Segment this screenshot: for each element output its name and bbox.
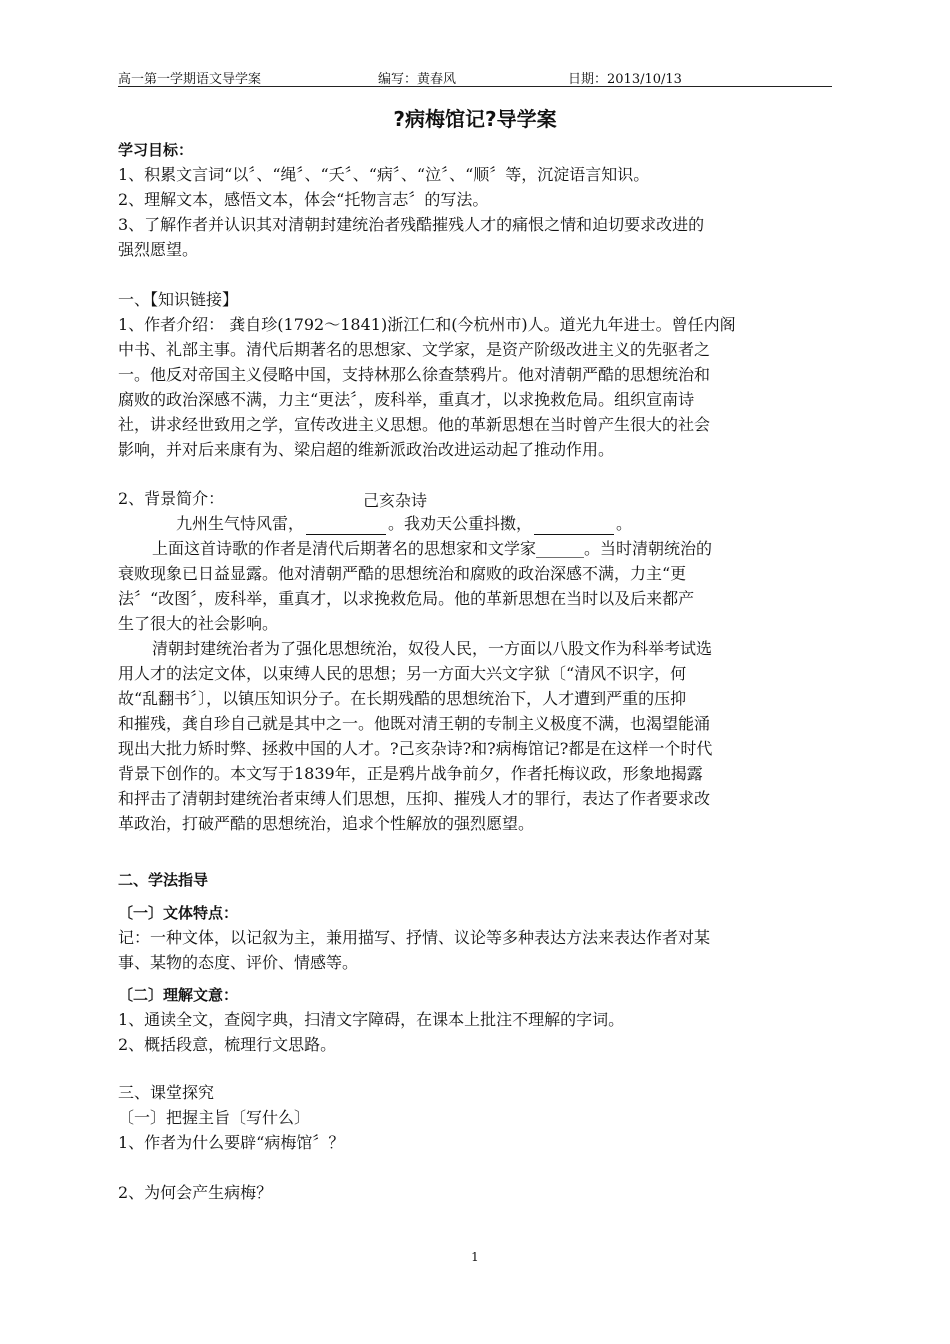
background-label: 2、背景简介：	[118, 489, 225, 508]
background-para-line: 法〞“改图〞，废科举，重真才，以求挽救危局。他的革新思想在当时以及后来都产	[118, 589, 695, 608]
objective-item: 1、积累文言词“以〞、“绳〞、“夭〞、“病〞、“泣〞、“顺〞等，沉淀语言知识。	[118, 165, 650, 184]
meaning-heading: 〔二〕理解文意：	[118, 986, 239, 1004]
header-author: 编写：黄春风	[378, 72, 457, 87]
background-para-line: 衰败现象已日益显露。他对清朝严酷的思想统治和腐败的政治深感不满，力主“更	[118, 564, 687, 583]
fill-blank[interactable]	[306, 518, 386, 535]
poem-line	[176, 513, 896, 535]
author-intro-line: 1、作者介绍： 龚自珍(1792～1841)浙江仁和(今杭州市)人。道光九年进士。曾任内阁	[118, 315, 736, 334]
section2-heading: 二、学法指导	[118, 871, 209, 889]
background-para-line: 和抨击了清朝封建统治者束缚人们思想，压抑、摧残人才的罪行，表达了作者要求改	[118, 789, 711, 808]
poem-title: 己亥杂诗	[363, 491, 428, 510]
theme-heading: 〔一〕把握主旨〔写什么〕	[118, 1108, 311, 1127]
background-para-line: 背景下创作的。本文写于1839年，正是鸦片战争前夕，作者托梅议政，形象地揭露	[118, 764, 703, 783]
background-para-line: 用人才的法定文体，以束缚人民的思想；另一方面大兴文字狱〔“清风不识字，何	[118, 664, 687, 683]
poem-text: 。我劝天公重抖擞，	[388, 514, 533, 533]
objectives-heading: 学习目标：	[118, 141, 194, 159]
objective-item: 2、理解文本，感悟文本，体会“托物言志〞的写法。	[118, 190, 489, 209]
meaning-item: 1、通读全文，查阅字典，扫清文字障碍，在课本上批注不理解的字词。	[118, 1010, 625, 1029]
question-1: 1、作者为什么要辟“病梅馆〞？	[118, 1133, 345, 1152]
author-intro-line: 一。他反对帝国主义侵略中国，支持林那么徐查禁鸦片。他对清朝严酷的思想统治和	[118, 365, 711, 384]
fill-blank[interactable]	[534, 518, 614, 535]
poem-text: 九州生气恃风雷，	[176, 514, 305, 533]
meaning-item: 2、概括段意，梳理行文思路。	[118, 1035, 337, 1054]
page-header	[118, 66, 832, 87]
genre-heading: 〔一〕文体特点：	[118, 904, 239, 922]
background-para-line: 清朝封建统治者为了强化思想统治，奴役人民，一方面以八股文作为科举考试选	[152, 639, 713, 658]
genre-text-line: 记：一种文体，以记叙为主，兼用描写、抒情、议论等多种表达方法来表达作者对某	[118, 928, 711, 947]
background-para-line: 生了很大的社会影响。	[118, 614, 279, 633]
background-para-line: 和摧残，龚自珍自己就是其中之一。他既对清王朝的专制主义极度不满，也渴望能涌	[118, 714, 711, 733]
objective-item: 3、了解作者并认识其对清朝封建统治者残酷摧残人才的痛恨之情和迫切要求改进的	[118, 215, 705, 234]
author-intro-line: 中书、礼部主事。清代后期著名的思想家、文学家，是资产阶级改进主义的先驱者之	[118, 340, 711, 359]
section1-heading: 一、【知识链接】	[118, 290, 239, 309]
background-para-line: 上面这首诗歌的作者是清代后期著名的思想家和文学家______。当时清朝统治的	[152, 539, 713, 558]
poem-text: 。	[616, 514, 633, 533]
background-para-line: 革政治，打破严酷的思想统治，追求个性解放的强烈愿望。	[118, 814, 535, 833]
page-title: ?病梅馆记?导学案	[393, 107, 557, 131]
objective-item: 强烈愿望。	[118, 240, 199, 259]
author-intro-line: 影响，并对后来康有为、梁启超的维新派政治改进运动起了推动作用。	[118, 440, 615, 459]
author-intro-line: 腐败的政治深感不满，力主“更法〞，废科举，重真才，以求挽救危局。组织宣南诗	[118, 390, 695, 409]
background-para-line: 现出大批力矫时弊、拯救中国的人才。?己亥杂诗?和?病梅馆记?都是在这样一个时代	[118, 739, 713, 758]
background-para-line: 故“乱翻书〞〕，以镇压知识分子。在长期残酷的思想统治下，人才遭到严重的压抑	[118, 689, 687, 708]
page-number: 1	[471, 1250, 479, 1264]
genre-text-line: 事、某物的态度、评价、情感等。	[118, 953, 359, 972]
header-date: 日期：2013/10/13	[568, 72, 682, 87]
header-course: 高一第一学期语文导学案	[118, 72, 262, 87]
author-intro-line: 社，讲求经世致用之学，宣传改进主义思想。他的革新思想在当时曾产生很大的社会	[118, 415, 711, 434]
section3-heading: 三、课堂探究	[118, 1083, 215, 1102]
question-2: 2、为何会产生病梅？	[118, 1183, 273, 1202]
